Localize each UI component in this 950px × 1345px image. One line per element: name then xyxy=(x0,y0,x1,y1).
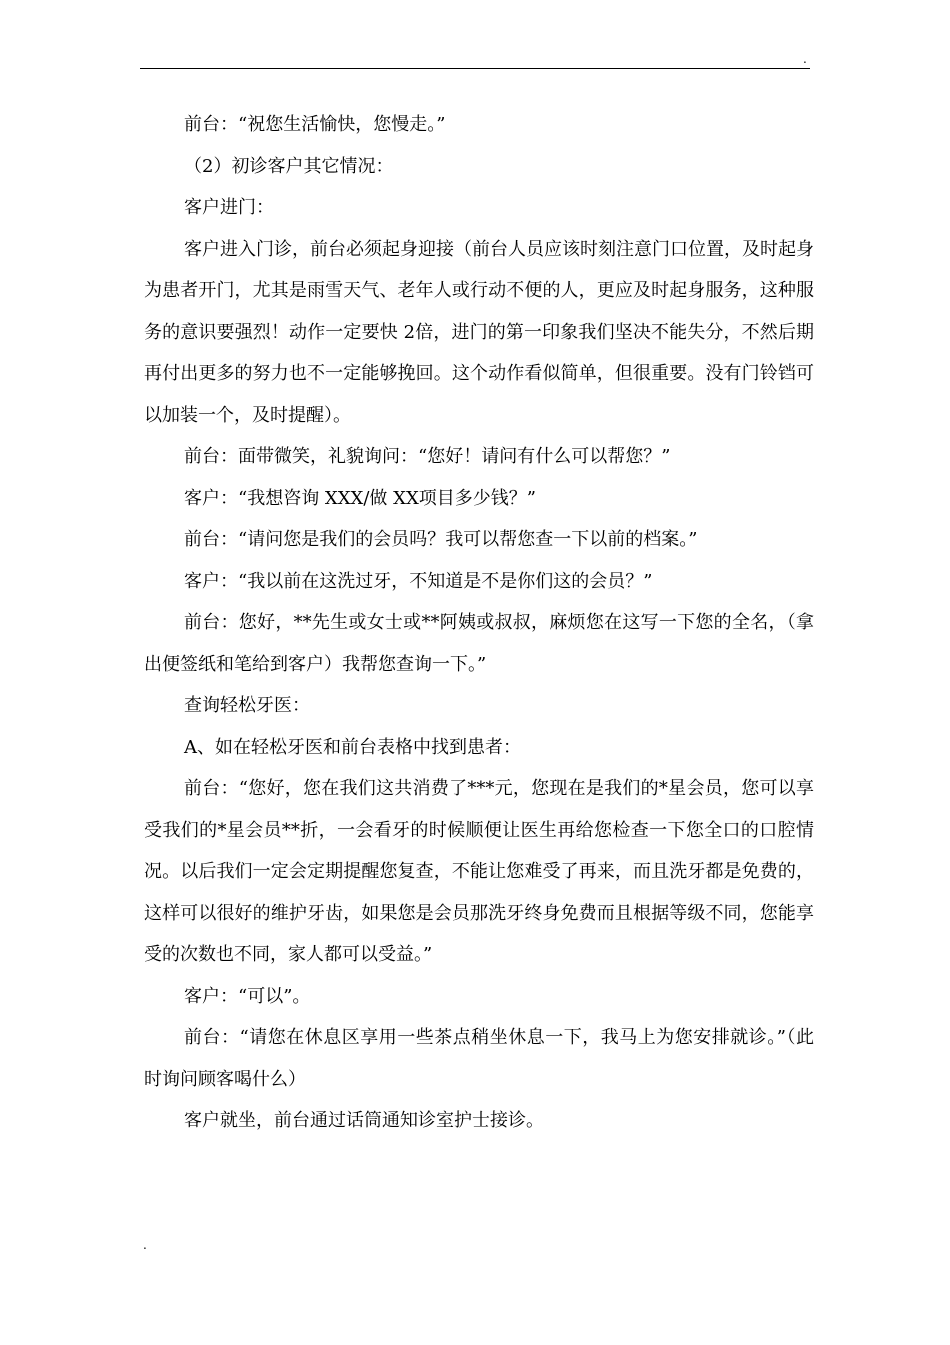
paragraph-customer-seated: 客户就坐，前台通过话筒通知诊室护士接诊。 xyxy=(184,1110,544,1131)
header-mark: . xyxy=(803,52,807,66)
dialogue-front-desk-member-check: 前台：“请问您是我们的会员吗？我可以帮您查一下以前的档案。” xyxy=(184,529,698,550)
dialogue-front-desk-name-request: 前台：您好，**先生或女士或**阿姨或叔叔，麻烦您在这写一下您的全名，（拿出便签纸和笔给到客户）我帮您查询一下。” xyxy=(144,612,814,675)
dialogue-front-desk-greeting: 前台：面带微笑，礼貌询问：“您好！请问有什么可以帮您？” xyxy=(184,446,671,467)
dialogue-customer-reply: 客户：“我以前在这洗过牙，不知道是不是你们这的会员？” xyxy=(184,570,653,592)
dialogue-front-desk-member-info: 前台：“您好，您在我们这共消费了***元，您现在是我们的*星会员，您可以享受我们的*星会员**折，一会看牙的时候顺便让医生再给您检查一下您全口的口腔情况。以后我们一定会定期提醒您复查，不能让您难受了再来，而且洗牙都是免费的，这样可以很好的维护牙齿，如果您是会员那洗牙终身免费而且根据等级不同，您能享受的次数也不同，家人都可以受益。” xyxy=(144,778,814,965)
paragraph-farewell: 前台：“祝您生活愉快，您慢走。” xyxy=(184,114,446,135)
subheading-query-software: 查询轻松牙医： xyxy=(184,695,310,716)
paragraph-greeting-instructions: 客户进入门诊，前台必须起身迎接（前台人员应该时刻注意门口位置，及时起身为患者开门，尤其是雨雪天气、老年人或行动不便的人，更应及时起身服务，这种服务的意识要强烈！动作一定要快 2倍，进门的第一印象我们坚决不能失分，不然后期再付出更多的努力也不一定能够挽回。这个动作看似简单，但很重要。没有门铃铛可以加装一个，及时提醒）。 xyxy=(144,238,814,426)
subheading-patient-found: A、如在轻松牙医和前台表格中找到患者： xyxy=(184,736,521,758)
document-body xyxy=(144,104,814,1142)
dialogue-customer-agree: 客户：“可以”。 xyxy=(184,985,311,1007)
footer-mark: . xyxy=(143,1238,147,1252)
section-heading-first-visit-other: （2）初诊客户其它情况： xyxy=(184,155,394,177)
dialogue-customer-inquiry: 客户：“我想咨询 XXX/做 XX项目多少钱？” xyxy=(184,487,536,509)
subheading-customer-enters: 客户进门： xyxy=(184,197,274,218)
header-rule xyxy=(140,68,810,69)
dialogue-front-desk-rest-area: 前台：“请您在休息区享用一些茶点稍坐休息一下，我马上为您安排就诊。”（此时询问顾客喝什么） xyxy=(144,1027,814,1090)
